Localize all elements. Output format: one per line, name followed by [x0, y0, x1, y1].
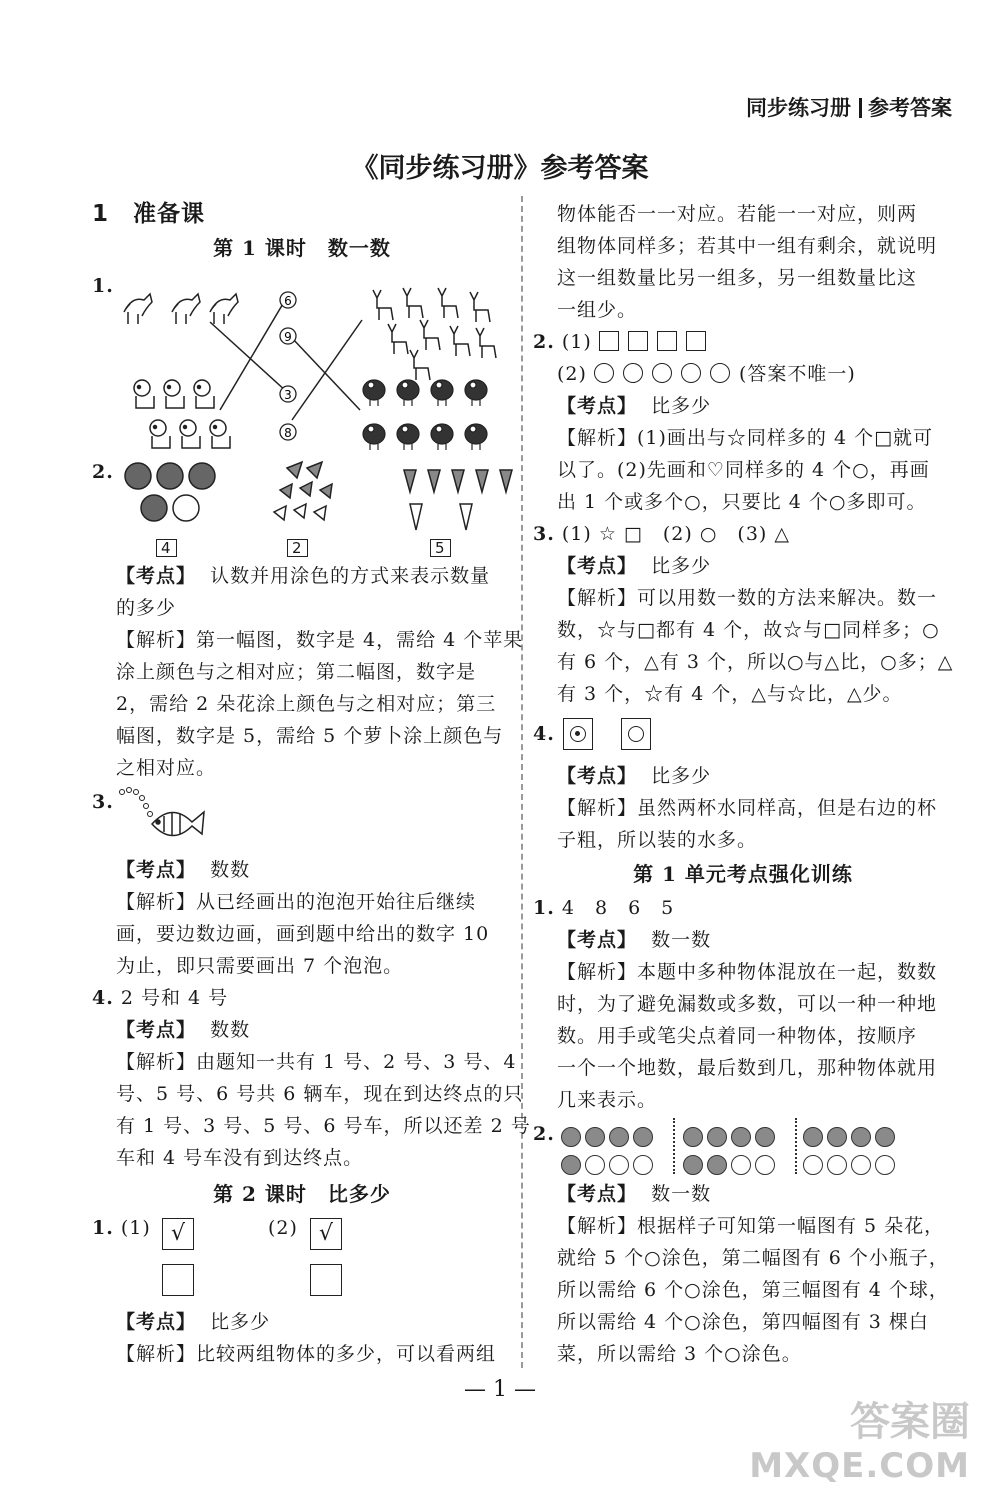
page-number: — 1 —: [464, 1377, 536, 1402]
chick-icons: [363, 380, 487, 450]
l1-q2-jiexi-1: 【解析】第一幅图，数字是 4，需给 4 个苹果: [116, 629, 524, 651]
l1-q2-number: 2.: [92, 461, 114, 483]
filled-circle: [875, 1127, 895, 1147]
empty-circle: [585, 1155, 605, 1175]
l1-q2-jiexi-4: 幅图，数字是 5，需给 5 个萝卜涂上颜色与: [116, 725, 504, 747]
l1-q3-jiexi-2: 画，要边数边画，画到题中给出的数字 10: [116, 923, 490, 945]
circle-num-4: 8: [284, 426, 292, 440]
l2-q3-jiexi-1: 【解析】可以用数一数的方法来解决。数一: [557, 587, 938, 609]
lesson2-heading: 第 2 课时 比多少: [213, 1182, 391, 1206]
rv-q2-jiexi-3: 所以需给 6 个○涂色，第三幅图有 4 个球，: [557, 1279, 949, 1301]
cup-narrow: [563, 718, 593, 750]
l2-q3-answer: 3. (1) ☆ □ (2) ○ (3) △: [533, 523, 790, 545]
l2-q4-kaodian: 【考点】 比多少: [557, 765, 712, 787]
lesson1-heading: 第 1 课时 数一数: [213, 236, 391, 260]
l1-q2-kaodian-cont: 的多少: [116, 597, 177, 619]
ball-row: [683, 1148, 779, 1180]
unit-heading: 1 准备课: [92, 201, 206, 227]
empty-circle: [731, 1155, 751, 1175]
horse-icons: [124, 294, 238, 324]
empty-circle: [755, 1155, 775, 1175]
filled-circle: [731, 1127, 751, 1147]
l2-q1-kaodian: 【考点】 比多少: [116, 1311, 271, 1333]
group-divider: [673, 1118, 675, 1174]
l1-q4-jiexi-1: 【解析】由题知一共有 1 号、2 号、3 号、4: [116, 1051, 517, 1073]
l2-q1-jiexi-5: 一组少。: [557, 299, 638, 321]
filled-circle: [683, 1155, 703, 1175]
empty-circle: [609, 1155, 629, 1175]
filled-circle: [827, 1127, 847, 1147]
filled-circle: [585, 1127, 605, 1147]
fish-bubbles-figure: [118, 786, 238, 856]
circle-num-1: 6: [284, 294, 292, 308]
rv-q2-kaodian: 【考点】 数一数: [557, 1183, 712, 1205]
rv-q2-jiexi-5: 菜，所以需给 3 个○涂色。: [557, 1343, 802, 1365]
empty-box-1: [162, 1264, 194, 1296]
rv-q1-jiexi-1: 【解析】本题中多种物体混放在一起，数数: [557, 961, 938, 983]
l2-q1-part1-label: 1. (1): [92, 1217, 151, 1239]
l1-q3-jiexi-1: 【解析】从已经画出的泡泡开始往后继续: [116, 891, 477, 913]
l2-q2-jiexi-1: 【解析】(1)画出与☆同样多的 4 个□就可: [557, 427, 934, 449]
l2-q3-kaodian: 【考点】 比多少: [557, 555, 712, 577]
empty-circle: [875, 1155, 895, 1175]
l2-q4-number: 4.: [533, 723, 555, 745]
fish-icon: [152, 812, 204, 836]
l2-q1-jiexi-1: 【解析】比较两组物体的多少，可以看两组: [116, 1343, 497, 1365]
filled-circle: [633, 1127, 653, 1147]
filled-circle: [707, 1155, 727, 1175]
answer-box-apples: 4: [156, 539, 177, 557]
header-book: 同步练习册: [746, 96, 851, 120]
answer-box-flowers: 2: [287, 539, 308, 557]
empty-box-2: [310, 1264, 342, 1296]
flower-icons: [274, 462, 332, 520]
l2-q2-jiexi-2: 以了。(2)先画和♡同样多的 4 个○，再画: [557, 459, 930, 481]
filled-circle: [755, 1127, 775, 1147]
rv-q1-jiexi-3: 数。用手或笔尖点着同一种物体，按顺序: [557, 1025, 918, 1047]
empty-circle: [827, 1155, 847, 1175]
l2-q4-jiexi-2: 子粗，所以装的水多。: [557, 829, 758, 851]
empty-circle: [851, 1155, 871, 1175]
ball-row: [803, 1148, 899, 1180]
filled-circle: [683, 1127, 703, 1147]
checked-box-2: √: [310, 1218, 342, 1250]
l2-q2-kaodian: 【考点】 比多少: [557, 395, 712, 417]
rv-q2-jiexi-1: 【解析】根据样子可知第一幅图有 5 朵花，: [557, 1215, 945, 1237]
rv-q1-answer: 1. 4 8 6 5: [533, 897, 675, 919]
l1-q2-jiexi-5: 之相对应。: [116, 757, 217, 779]
l1-q1-number: 1.: [92, 275, 114, 297]
header-section: 参考答案: [868, 96, 952, 120]
answer-box-carrots: 5: [430, 539, 451, 557]
filled-circle: [803, 1127, 823, 1147]
l1-q2-kaodian: 【考点】 认数并用涂色的方式来表示数量: [116, 565, 491, 587]
l1-q4-jiexi-4: 车和 4 号车没有到达终点。: [116, 1147, 364, 1169]
filled-circle: [707, 1127, 727, 1147]
ball-row: [561, 1148, 657, 1180]
l1-q2-jiexi-2: 涂上颜色与之相对应；第二幅图，数字是: [116, 661, 477, 683]
l1-q2-jiexi-3: 2，需给 2 朵花涂上颜色与之相对应；第三: [116, 693, 497, 715]
l1-q4-kaodian: 【考点】 数数: [116, 1019, 251, 1041]
l2-q1-jiexi-4: 这一组数量比另一组多，另一组数量比这: [557, 267, 918, 289]
rv-q2-number: 2.: [533, 1123, 555, 1145]
rv-q2-jiexi-2: 就给 5 个○涂色，第二幅图有 6 个小瓶子，: [557, 1247, 949, 1269]
rv-q1-jiexi-4: 一个一个地数，最后数到几，那种物体就用: [557, 1057, 938, 1079]
l1-q3-number: 3.: [92, 791, 114, 813]
filled-circle: [851, 1127, 871, 1147]
rv-q1-kaodian: 【考点】 数一数: [557, 929, 712, 951]
l2-q3-jiexi-3: 有 6 个，△有 3 个，所以○与△比，○多；△: [557, 651, 954, 673]
bubble-icons: [120, 788, 153, 817]
column-divider: [521, 196, 524, 1368]
l2-q3-jiexi-4: 有 3 个，☆有 4 个，△与☆比，△少。: [557, 683, 903, 705]
l1-q3-jiexi-3: 为止，即只需要画出 7 个泡泡。: [116, 955, 404, 977]
l2-q2-jiexi-3: 出 1 个或多个○，只要比 4 个○多即可。: [557, 491, 927, 513]
filled-circle: [609, 1127, 629, 1147]
carrot-icons: [404, 470, 512, 530]
l2-q1-part2-label: (2): [268, 1217, 298, 1239]
l2-q4-jiexi-1: 【解析】虽然两杯水同样高，但是右边的杯: [557, 797, 938, 819]
apple-icons: [125, 463, 215, 521]
filled-circle: [561, 1155, 581, 1175]
rv-q1-jiexi-5: 几来表示。: [557, 1089, 658, 1111]
deer-icons: [373, 288, 496, 380]
circle-num-3: 3: [284, 388, 292, 402]
watermark-logo: 答案圈 MXQE.COM: [749, 1399, 970, 1486]
l1-q4-jiexi-3: 有 1 号、3 号、5 号、6 号车，所以还差 2 号: [116, 1115, 531, 1137]
empty-circle: [633, 1155, 653, 1175]
counting-figure: [92, 458, 512, 538]
matching-figure: [92, 280, 512, 480]
rv-q1-jiexi-2: 时，为了避免漏数或多数，可以一种一种地: [557, 993, 938, 1015]
cup-wide: [621, 718, 651, 750]
header-divider: [859, 98, 862, 118]
checked-box-1: √: [162, 1218, 194, 1250]
l2-q2-answer-2: (2) (答案不唯一): [557, 363, 856, 385]
l2-q1-jiexi-2: 物体能否一一对应。若能一一对应，则两: [557, 203, 918, 225]
l1-q4-jiexi-2: 号、5 号、6 号共 6 辆车，现在到达终点的只: [116, 1083, 524, 1105]
rv-q2-jiexi-4: 所以需给 4 个○涂色，第四幅图有 3 棵白: [557, 1311, 929, 1333]
filled-circle: [561, 1127, 581, 1147]
empty-circle: [803, 1155, 823, 1175]
dog-icons: [134, 380, 230, 448]
page-title: 《同步练习册》参考答案: [351, 153, 649, 184]
running-header: [746, 92, 952, 122]
l2-q1-jiexi-3: 组物体同样多；若其中一组有剩余，就说明: [557, 235, 938, 257]
l2-q3-jiexi-2: 数，☆与□都有 4 个，故☆与□同样多；○: [557, 619, 940, 641]
l1-q4-answer: 4. 2 号和 4 号: [92, 987, 229, 1009]
group-divider: [795, 1118, 797, 1174]
l2-q2-answer-1: 2. (1): [533, 326, 715, 358]
l1-q3-kaodian: 【考点】 数数: [116, 859, 251, 881]
circle-num-2: 9: [284, 330, 292, 344]
review-heading: 第 1 单元考点强化训练: [633, 862, 853, 886]
